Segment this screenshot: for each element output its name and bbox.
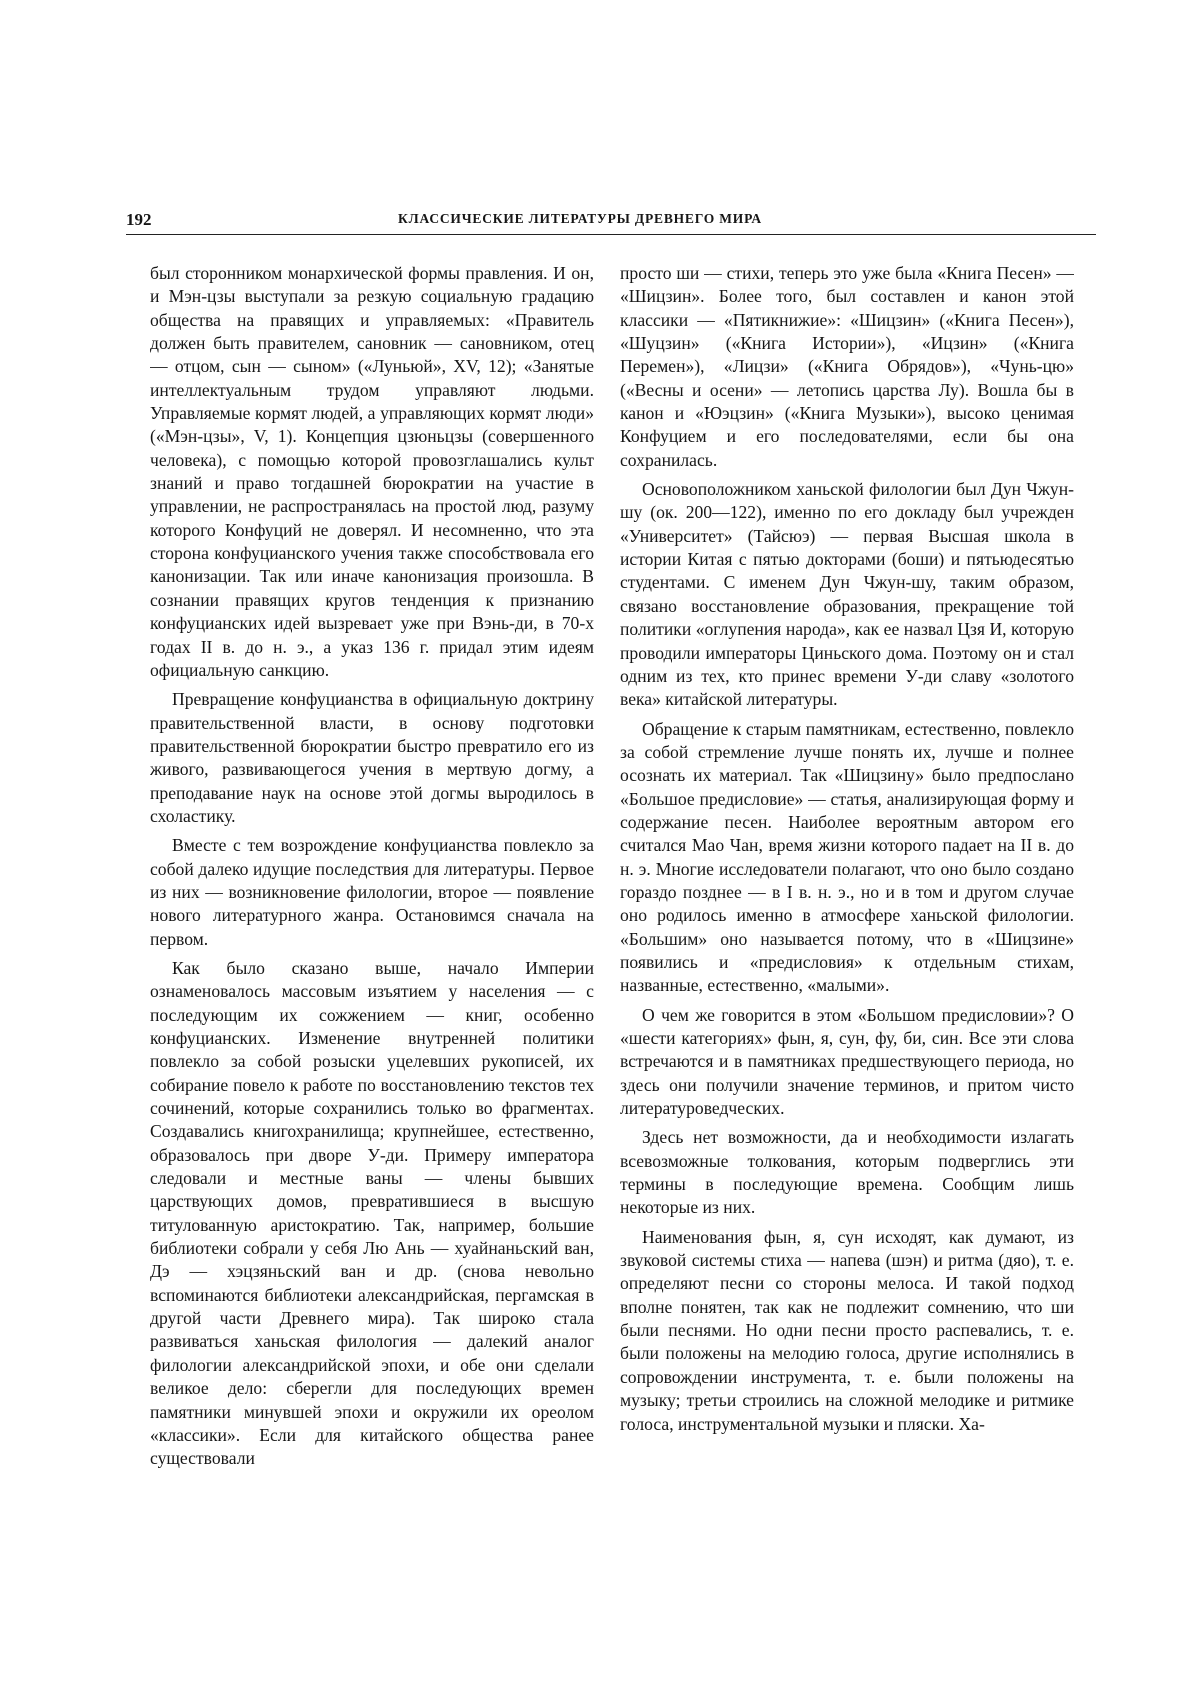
paragraph: просто ши — стихи, теперь это уже была «Книга Песен» — «Шицзин». Более того, был составлен и канон этой классики — «Пятикнижие»: «Шицзин» («Книга Песен»), «Шуцзин» («Книга Истории»), «Ицзин» («Книга Перемен»), «Лицзи» («Книга Обрядов»), «Чунь-цю» («Весны и осени» — летопись царства Лу). Вошла бы в канон и «Юэцзин» («Книга Музыки»), высоко ценимая Конфуцием и его последователями, если бы она сохранилась. <box>620 263 1074 470</box>
paragraph: О чем же говорится в этом «Большом предисловии»? О «шести категориях» фын, я, сун, фу, би, син. Все эти слова встречаются и в памятниках предшествующего периода, но здесь они получили значение терминов, и притом чисто литературоведческих. <box>620 1004 1074 1119</box>
header-rule <box>126 234 1096 235</box>
paragraph: Здесь нет возможности, да и необходимости излагать всевозможные толкования, которым подверглись эти термины в последующие времена. Сообщим лишь некоторые из них. <box>620 1127 1074 1218</box>
left-column <box>150 262 594 1552</box>
paragraph: Основоположником ханьской филологии был Дун Чжун-шу (ок. 200—122), именно по его докладу был учрежден «Университет» (Тайсюэ) — первая Высшая школа в истории Китая с пятью докторами (боши) и пятьюдесятью студентами. С именем Дун Чжун-шу, таким образом, связано восстановление образования, прекращение той политики «оглупения народа», как ее назвал Цзя И, которую проводили императоры Циньского дома. Поэтому он и стал одним из тех, кто принес времени У-ди славу «золотого века» китайской литературы. <box>620 479 1074 710</box>
page-header <box>126 210 1096 234</box>
right-column <box>620 262 1074 1552</box>
paragraph: был сторонником монархической формы правления. И он, и Мэн-цзы выступали за резкую социальную градацию общества на правящих и управляемых: «Правитель должен быть правителем, сановник — сановником, отец — отцом, сын — сыном» («Луньюй», XV, 12); «Занятые интеллектуальным трудом управляют людьми. Управляемые кормят людей, а управляющих кормят люди» («Мэн-цзы», V, 1). Концепция цзюньцзы (совершенного человека), с помощью которой провозглашались культ знаний и право тогдашней бюрократии на участие в управлении, не распространялась на простой люд, разуму которого Конфуций не доверял. И несомненно, что эта сторона конфуцианского учения также способствовала его канонизации. Так или иначе канонизация произошла. В сознании правящих кругов тенденция к признанию конфуцианских идей вызревает уже при Вэнь-ди, в 70-х годах II в. до н. э., а указ 136 г. придал этим идеям официальную санкцию. <box>150 263 594 680</box>
paragraph: Наименования фын, я, сун исходят, как думают, из звуковой системы стиха — напева (шэн) и ритма (дяо), т. е. определяют песни со стороны мелоса. И такой подход вполне понятен, так как не подлежит сомнению, что ши были песнями. Но одни песни просто распевались, т. е. были положены на мелодию голоса, другие исполнялись в сопровождении инструмента, т. е. были положены на музыку; третьи строились на сложной мелодике и ритмике голоса, инструментальной музыки и пляски. Ха- <box>620 1226 1074 1434</box>
paragraph: Как было сказано выше, начало Империи ознаменовалось массовым изъятием у населения — с последующим их сожжением — книг, особенно конфуцианских. Изменение внутренней политики повлекло за собой розыски уцелевших рукописей, их собирание повело к работе по восстановлению текстов тех сочинений, которые сохранились только во фрагментах. Создавались книгохранилища; крупнейшее, естественно, образовалось при дворе У-ди. Примеру императора следовали и местные ваны — члены бывших царствующих домов, превратившиеся в высшую титулованную аристократию. Так, например, большие библиотеки собрали у себя Лю Ань — хуайнаньский ван, Дэ — хэцзяньский ван и др. (снова невольно вспоминаются библиотеки александрийская, пергамская в другой части Древнего мира). Так широко стала развиваться ханьская филология — далекий аналог филологии александрийской эпохи, и обе они сделали великое дело: сберегли для последующих времен памятники минувшей эпохи и окружили их ореолом «классики». Если для китайского общества ранее существовали <box>150 957 594 1469</box>
page-number: 192 <box>126 210 152 229</box>
paragraph: Превращение конфуцианства в официальную доктрину правительственной власти, в основу подготовки правительственной бюрократии быстро превратило его из живого, развивающегося учения в мертвую догму, а преподавание наук на основе этой догмы выродилось в схоластику. <box>150 689 594 826</box>
running-title: КЛАССИЧЕСКИЕ ЛИТЕРАТУРЫ ДРЕВНЕГО МИРА <box>398 211 762 226</box>
paragraph: Обращение к старым памятникам, естественно, повлекло за собой стремление лучше понять их, лучше и полнее осознать их материал. Так «Шицзину» было предпослано «Большое предисловие» — статья, анализирующая форму и содержание песен. Наиболее вероятным автором его считался Мао Чан, время жизни которого падает на II в. до н. э. Многие исследователи полагают, что оно было создано гораздо позднее — в I в. н. э., но и в том и другом случае оно родилось именно в атмосфере ханьской филологии. «Большим» оно называется потому, что в «Шицзине» появились и «предисловия» к отдельным стихам, названные, естественно, «малыми». <box>620 718 1074 996</box>
paragraph: Вместе с тем возрождение конфуцианства повлекло за собой далеко идущие последствия для литературы. Первое из них — возникновение филологии, второе — появление нового литературного жанра. Остановимся сначала на первом. <box>150 835 594 949</box>
